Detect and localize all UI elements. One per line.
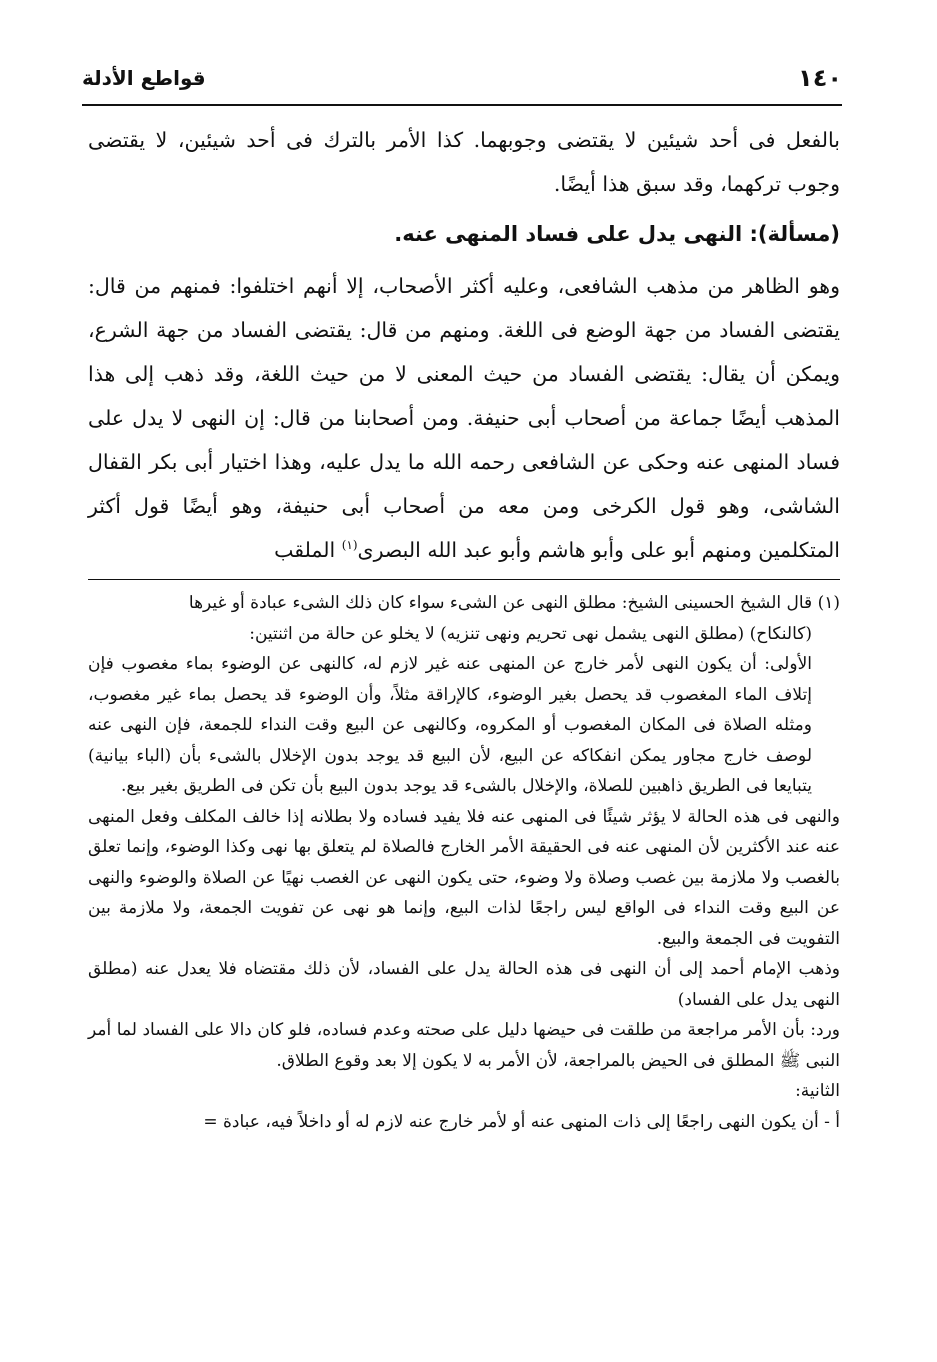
paragraph-body xyxy=(88,264,840,572)
footnote-divider xyxy=(88,579,840,580)
paragraph-continuation: بالفعل فى أحد شيئين لا يقتضى وجوبهما. كذا الأمر بالترك فى أحد شيئين، لا يقتضى وجوب تركهما، وقد سبق هذا أيضًا. xyxy=(88,128,840,196)
page-header xyxy=(82,60,842,100)
footnotes xyxy=(88,588,840,1137)
footnote-second-label: الثانية: xyxy=(795,1081,840,1101)
footnote-objection: ورد: بأن الأمر مراجعة من طلقت فى حيضها دليل على صحته وعدم فساده، فلو كان دالا على الفساد لما أمر النبى ﷺ المطلق فى الحيض بالمراجعة، لأن الأمر به لا يكون إلا بعد وقوع الطلاق. xyxy=(88,1020,840,1071)
footnote-reference[interactable]: (١) xyxy=(341,538,358,553)
paragraph-body-text: وهو الظاهر من مذهب الشافعى، وعليه أكثر الأصحاب، إلا أنهم اختلفوا: فمنهم من قال: يقتضى الفساد من جهة الوضع فى اللغة. ومنهم من قال: يقتضى الفساد من جهة الشرع، ويمكن أن يقال: يقتضى الفساد من حيث المعنى لا من حيث اللغة، وقد ذهب إلى هذا المذهب أيضًا جماعة من أصحاب أبى حنيفة. ومن أصحابنا من قال: إن النهى لا يدل على فساد المنهى عنه وحكى عن الشافعى رحمه الله ما يدل عليه، وهذا اختيار أبى بكر القفال الشاشى، وهو قول الكرخى ومن معه من أصحاب أبى حنيفة، وهو أيضًا قول أكثر المتكلمين ومنهم أبو على وأبو هاشم وأبو عبد الله البصرى xyxy=(88,274,840,562)
footnote-second-a: أ - أن يكون النهى راجعًا إلى ذات المنهى عنه أو لأمر خارج عنه لازم له أو داخلاً فيه، عبادة = xyxy=(203,1111,840,1132)
paragraph-body-end: الملقب xyxy=(274,538,342,562)
footnote-first-case-rule: والنهى فى هذه الحالة لا يؤثر شيئًا فى المنهى عنه فلا يفيد فساده ولا بطلانه إذا خالف المكلف وفعل المنهى عنه عند الأكثرين لأن المنهى عنه فى الحقيقة الأمر الخارج فالصلاة لم يتعلق بها نهى وكذا الوضوء، وإنما تعلق بالغصب ولا ملازمة بين غصب وصلاة ولا وضوء، حتى يكون النهى عن الغصب نهيًا عن الصلاة والوضوء والنهى عن البيع وقت النداء فى الواقع ليس راجعًا لذات البيع، وإنما هو نهى عن تفويت الجمعة، ولا ملازمة بين التفويت فى الجمعة والبيع. xyxy=(88,806,840,949)
footnote-ahmad-view: وذهب الإمام أحمد إلى أن النهى فى هذه الحالة يدل على الفساد، لأن ذلك مقتضاه فلا يعدل عنه (مطلق النهى يدل على الفساد) xyxy=(88,959,840,1010)
main-text xyxy=(88,118,840,572)
running-title: قواطع الأدلة xyxy=(82,66,206,90)
page-number: ١٤٠ xyxy=(798,64,842,92)
footnote-1-line-1: (١) قال الشيخ الحسينى الشيخ: مطلق النهى عن الشىء سواء كان ذلك الشىء عبادة أو غيرها xyxy=(188,593,840,613)
footnote-first-case: الأولى: أن يكون النهى لأمر خارج عن المنهى عنه غير لازم له، كالنهى عن الوضوء بماء مغصوب فإن إتلاف الماء المغصوب قد يحصل بغير الوضوء، كالإراقة مثلاً، وأن الوضوء قد يحصل بماء غير مغصوب، ومثله الصلاة فى المكان المغصوب أو المكروه، وكالنهى عن البيع وقت النداء للجمعة، فإن النهى عنه لوصف خارج مجاور يمكن انفكاكه عن البيع، لأن البيع قد يوجد بدون الإخلال بالشىء بأن (الباء بيانية) يتبايعا فى الطريق ذاهبين للصلاة، والإخلال بالشىء قد يوجد بدون البيع بأن تكن فى الطريق بغير بيع. xyxy=(88,654,812,796)
issue-heading: (مسألة): النهى يدل على فساد المنهى عنه. xyxy=(394,222,840,246)
header-divider xyxy=(82,104,842,106)
footnote-1-line-2: (كالنكاح) (مطلق النهى يشمل نهى تحريم ونهى تنزيه) لا يخلو عن حالة من اثنتين: xyxy=(249,623,812,644)
